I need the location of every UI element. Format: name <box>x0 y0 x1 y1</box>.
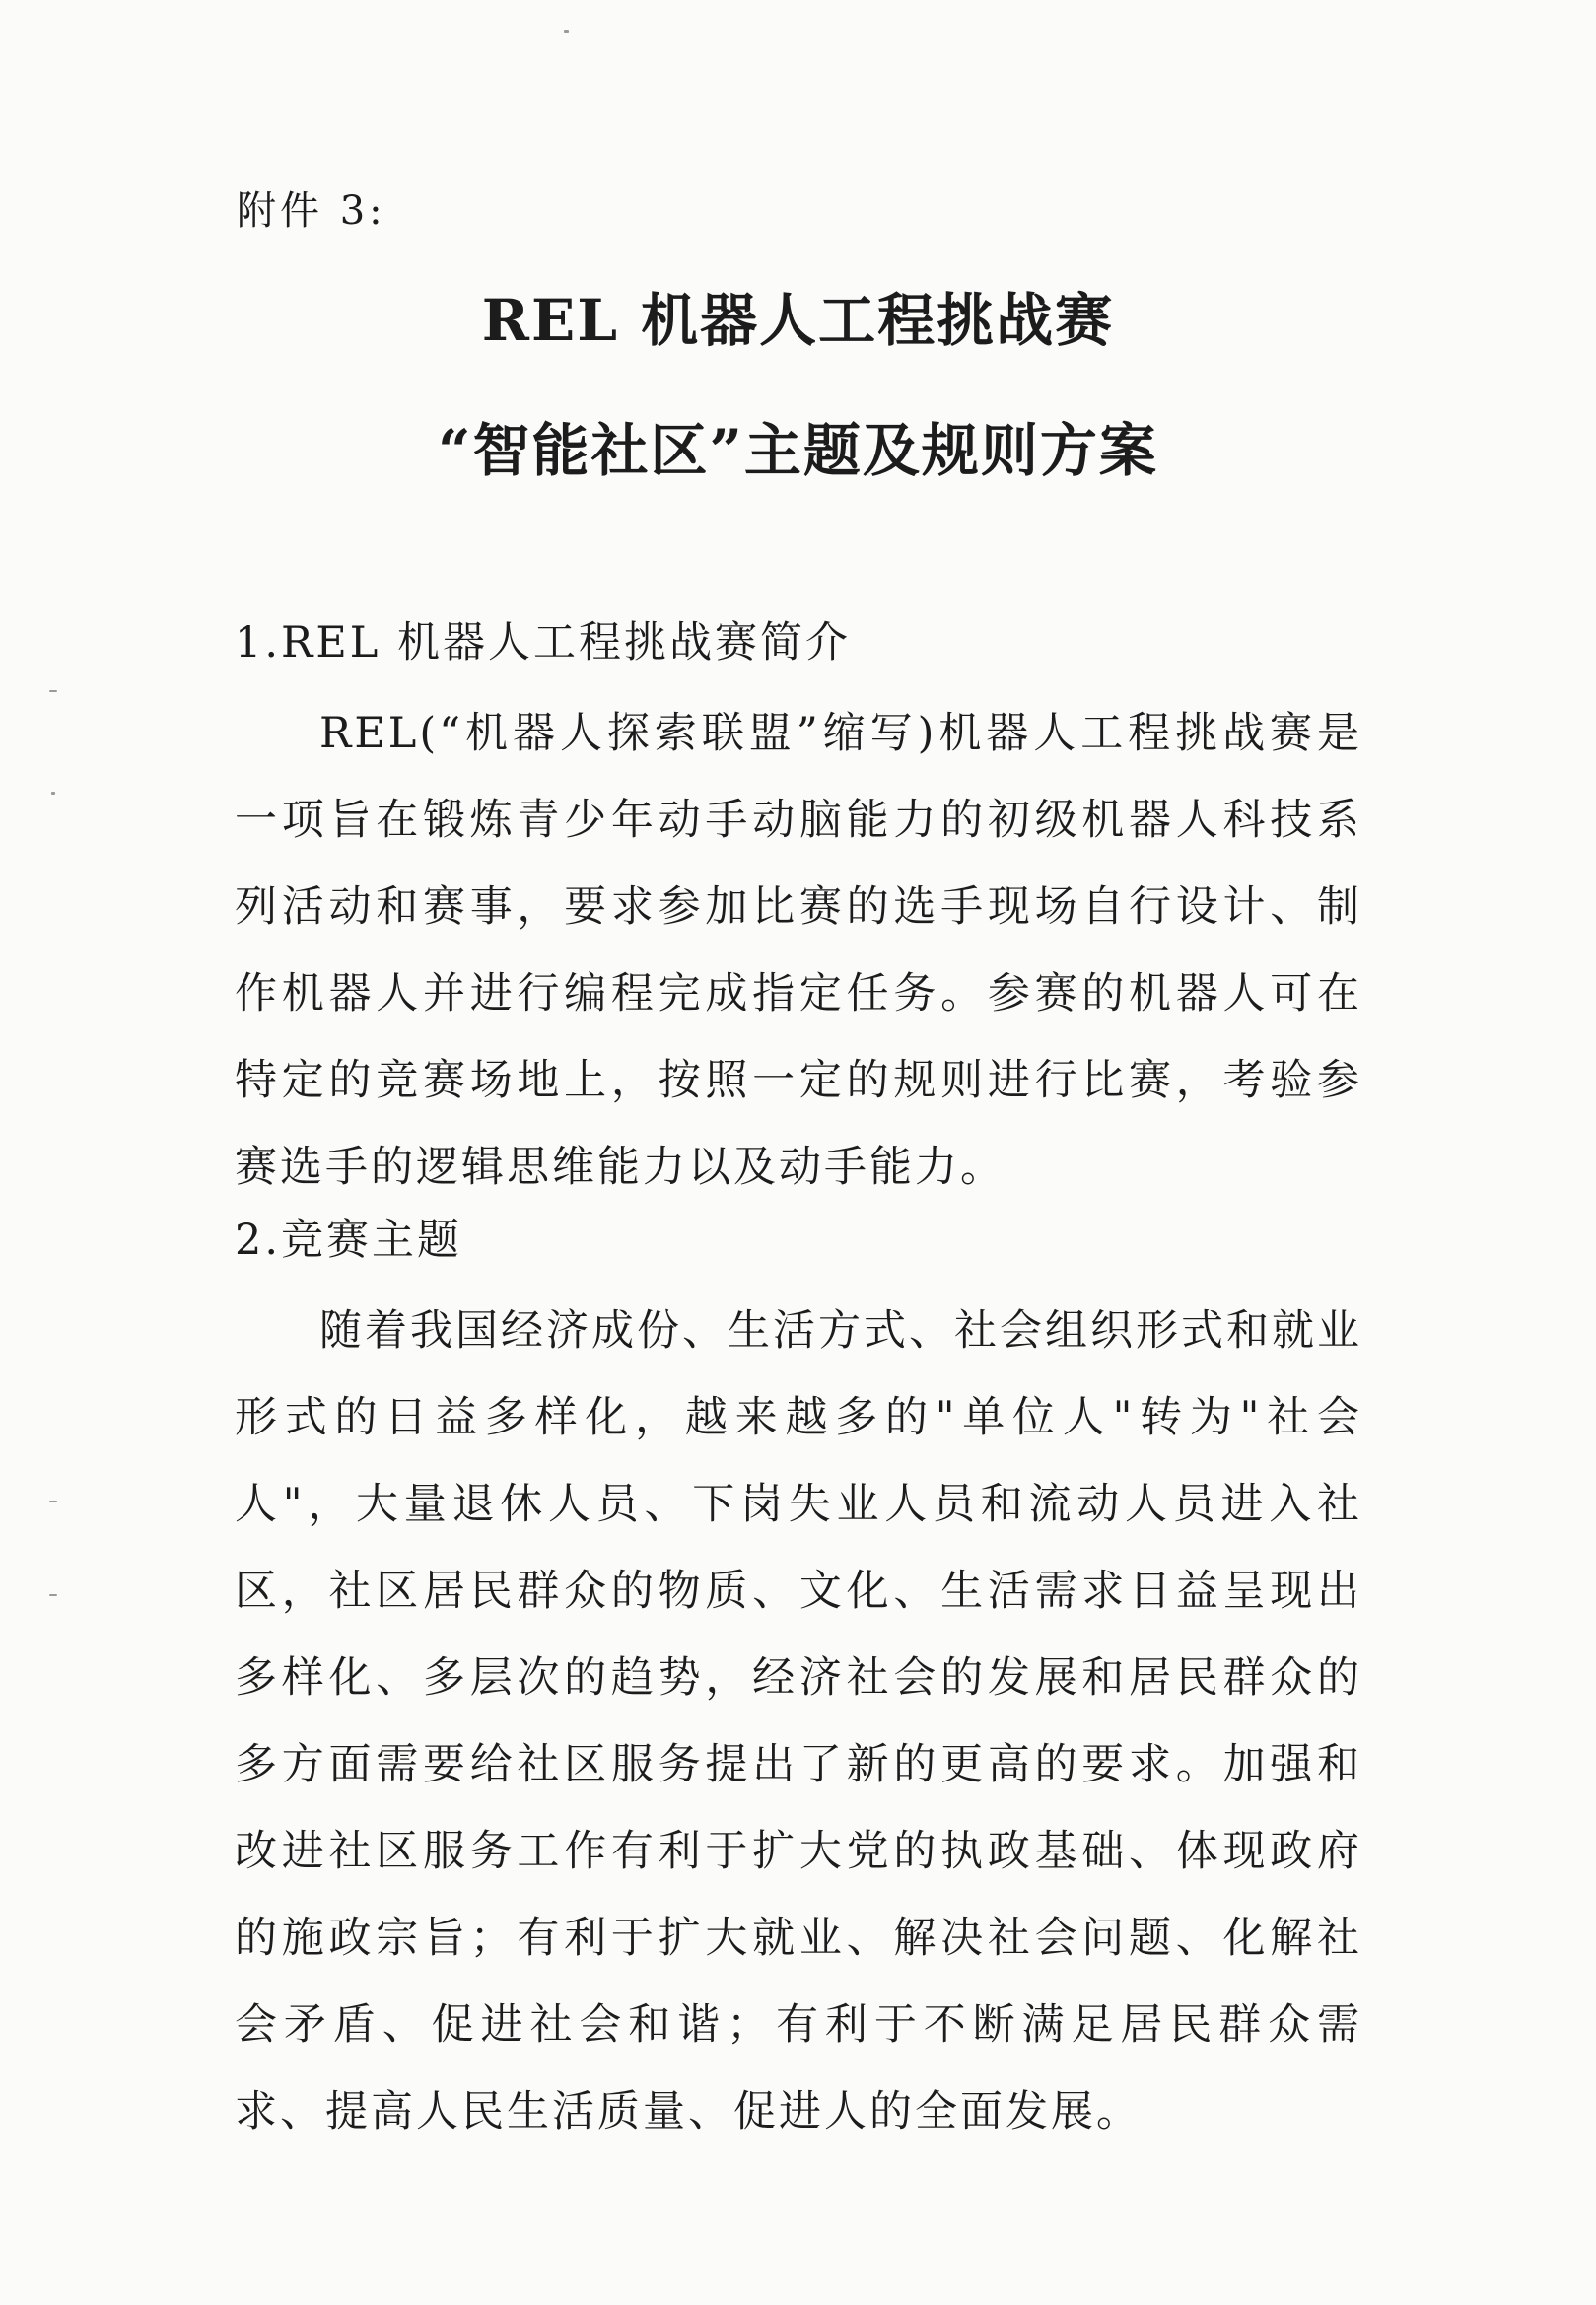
scan-mark <box>51 792 55 795</box>
scan-mark <box>564 30 569 33</box>
attachment-label: 附件 3: <box>237 188 386 234</box>
paragraph-text: REL(“机器人探索联盟”缩写)机器人工程挑战赛是一项旨在锻炼青少年动手动脑能力的初级机器人科技系列活动和赛事，要求参加比赛的选手现场自行设计、制作机器人并进行编程完成指定任务。参赛的机器人可在特定的竞赛场地上，按照一定的规则进行比赛，考验参赛选手的逻辑思维能力以及动手能力。 <box>235 709 1362 1192</box>
section-heading-introduction: 1.REL 机器人工程挑战赛简介 <box>235 618 852 667</box>
document-title-line-1: REL 机器人工程挑战赛 <box>481 287 1115 354</box>
scan-mark <box>49 1501 57 1502</box>
paragraph-text: 随着我国经济成份、生活方式、社会组织形式和就业形式的日益多样化，越来越多的"单位人"转为"社会人"，大量退休人员、下岗失业人员和流动人员进入社区，社区居民群众的物质、文化、生活需求日益呈现出多样化、多层次的趋势，经济社会的发展和居民群众的多方面需要给社区服务提出了新的更高的要求。加强和改进社区服务工作有利于扩大党的执政基础、体现政府的施政宗旨；有利于扩大就业、解决社会问题、化解社会矛盾、促进社会和谐；有利于不断满足居民群众需求、提高人民生活质量、促进人的全面发展。 <box>235 1306 1362 2136</box>
section-paragraph-theme <box>235 1288 1362 2155</box>
scan-mark <box>49 1594 57 1596</box>
section-paragraph-introduction <box>235 690 1362 1211</box>
section-heading-theme: 2.竞赛主题 <box>235 1216 463 1265</box>
document-title-line-2: “智能社区”主题及规则方案 <box>438 417 1158 484</box>
scan-mark <box>49 690 57 692</box>
